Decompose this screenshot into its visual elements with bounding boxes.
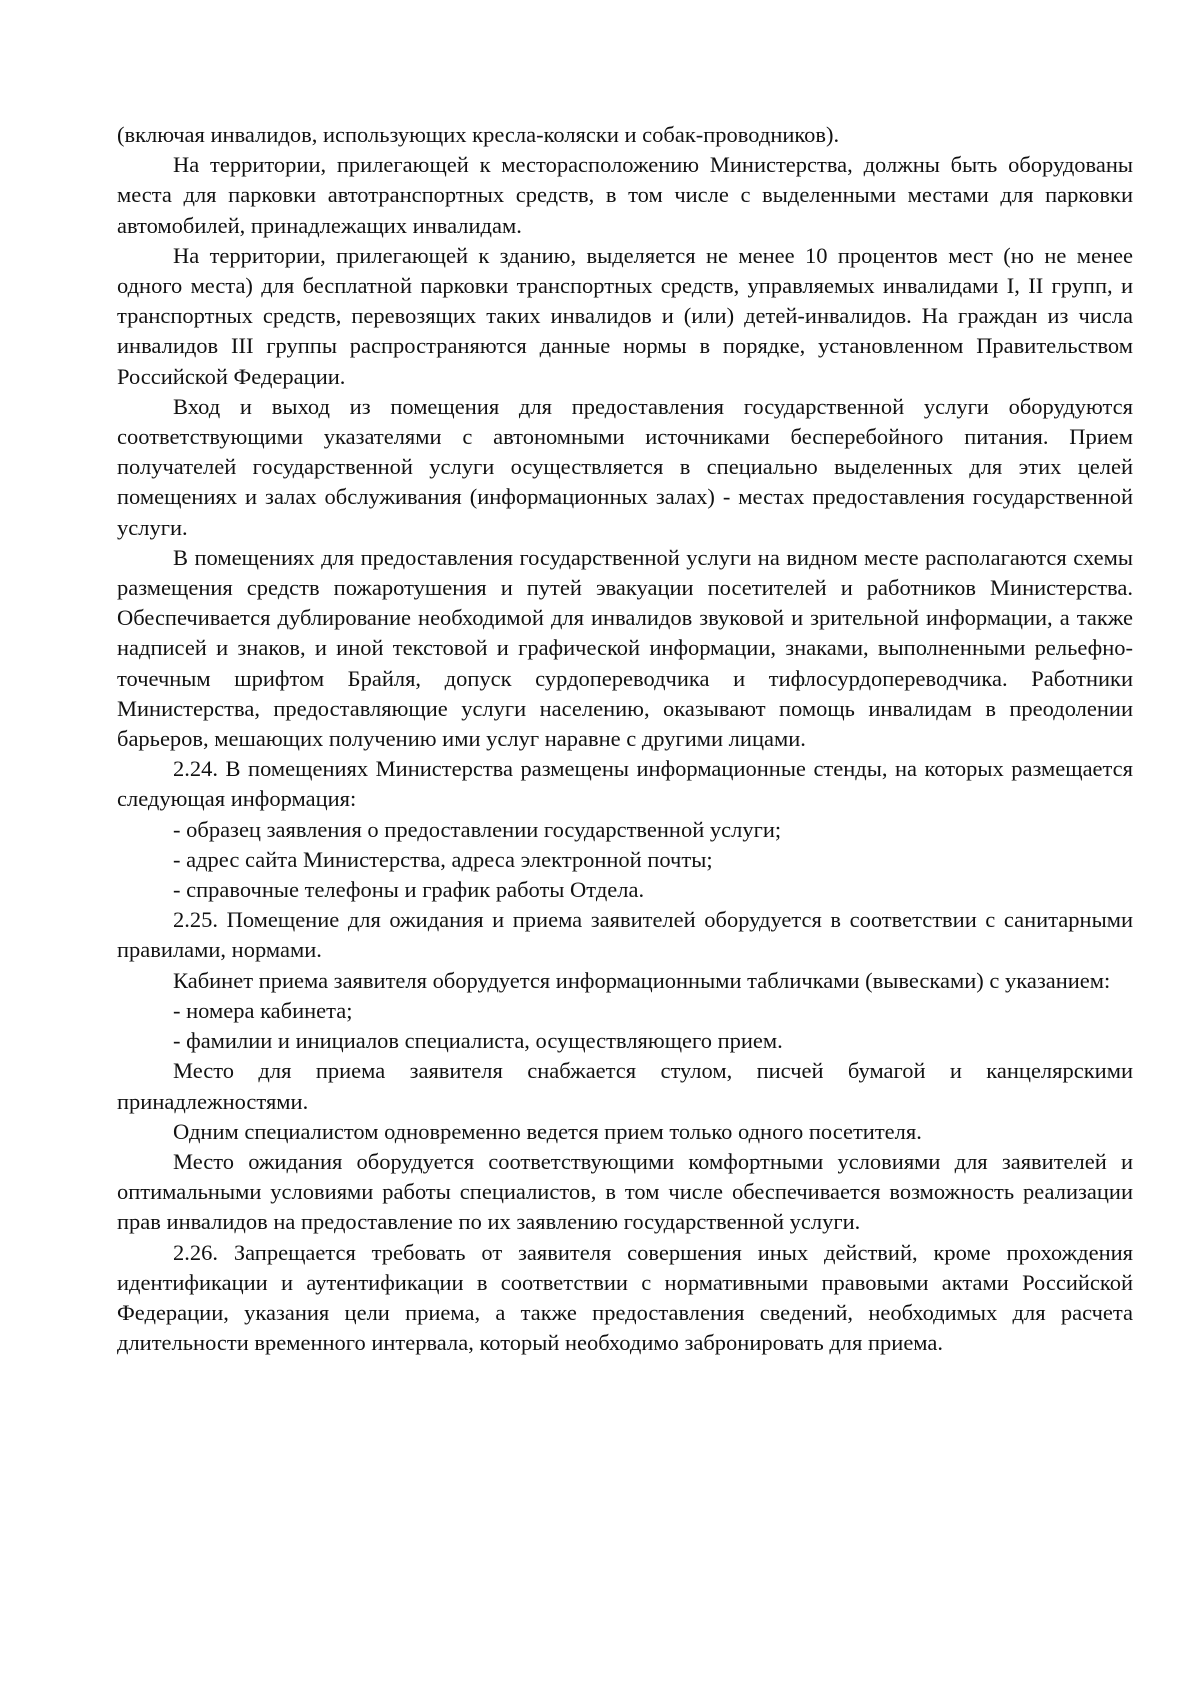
list-item: - фамилии и инициалов специалиста, осуществляющего прием. <box>173 1028 783 1054</box>
paragraph-section-2-25: 2.25. Помещение для ожидания и приема заявителей оборудуется в соответствии с санитарными правилами, нормами. <box>117 907 1133 963</box>
paragraph-section-2-26: 2.26. Запрещается требовать от заявителя совершения иных действий, кроме прохождения идентификации и аутентификации в соответствии с нормативными правовыми актами Российской Федерации, указания цели приема, а также предоставления сведений, необходимых для расчета длительности временного интервала, который необходимо забронировать для приема. <box>117 1239 1133 1356</box>
paragraph: Кабинет приема заявителя оборудуется информационными табличками (вывесками) с указанием: <box>173 967 1111 993</box>
paragraph: Место для приема заявителя снабжается стулом, писчей бумагой и канцелярскими принадлежностями. <box>117 1058 1133 1114</box>
paragraph: На территории, прилегающей к зданию, выделяется не менее 10 процентов мест (но не менее одного места) для бесплатной парковки транспортных средств, управляемых инвалидами I, II групп, и транспортных средств, перевозящих таких инвалидов и (или) детей-инвалидов. На граждан из числа инвалидов III группы распространяются данные нормы в порядке, установленном Правительством Российской Федерации. <box>117 242 1133 389</box>
list-item: - адрес сайта Министерства, адреса электронной почты; <box>173 846 713 872</box>
paragraph: Место ожидания оборудуется соответствующими комфортными условиями для заявителей и оптимальными условиями работы специалистов, в том числе обеспечивается возможность реализации прав инвалидов на предоставление по их заявлению государственной услуги. <box>117 1148 1133 1235</box>
paragraph: В помещениях для предоставления государственной услуги на видном месте располагаются схемы размещения средств пожаротушения и путей эвакуации посетителей и работников Министерства. Обеспечивается дублирование необходимой для инвалидов звуковой и зрительной информации, а также надписей и знаков, и иной текстовой и графической информации, знаками, выполненными рельефно-точечным шрифтом Брайля, допуск сурдопереводчика и тифлосурдопереводчика. Работники Министерства, предоставляющие услуги населению, оказывают помощь инвалидам в преодолении барьеров, мешающих получению ими услуг наравне с другими лицами. <box>117 544 1133 752</box>
list-item: - образец заявления о предоставлении государственной услуги; <box>173 816 782 842</box>
paragraph: (включая инвалидов, использующих кресла-коляски и собак-проводников). <box>117 122 840 147</box>
paragraph: Вход и выход из помещения для предоставления государственной услуги оборудуются соответствующими указателями с автономными источниками бесперебойного питания. Прием получателей государственной услуги осуществляется в специально выделенных для этих целей помещениях и залах обслуживания (информационных залах) - местах предоставления государственной услуги. <box>117 393 1133 540</box>
paragraph-section-2-24: 2.24. В помещениях Министерства размещены информационные стенды, на которых размещается следующая информация: <box>117 756 1133 812</box>
list-item: - номера кабинета; <box>173 997 353 1023</box>
paragraph: На территории, прилегающей к месторасположению Министерства, должны быть оборудованы места для парковки автотранспортных средств, в том числе с выделенными местами для парковки автомобилей, принадлежащих инвалидам. <box>117 152 1133 238</box>
paragraph: Одним специалистом одновременно ведется прием только одного посетителя. <box>173 1118 922 1144</box>
list-item: - справочные телефоны и график работы Отдела. <box>173 877 645 903</box>
document-text <box>117 120 1133 1358</box>
